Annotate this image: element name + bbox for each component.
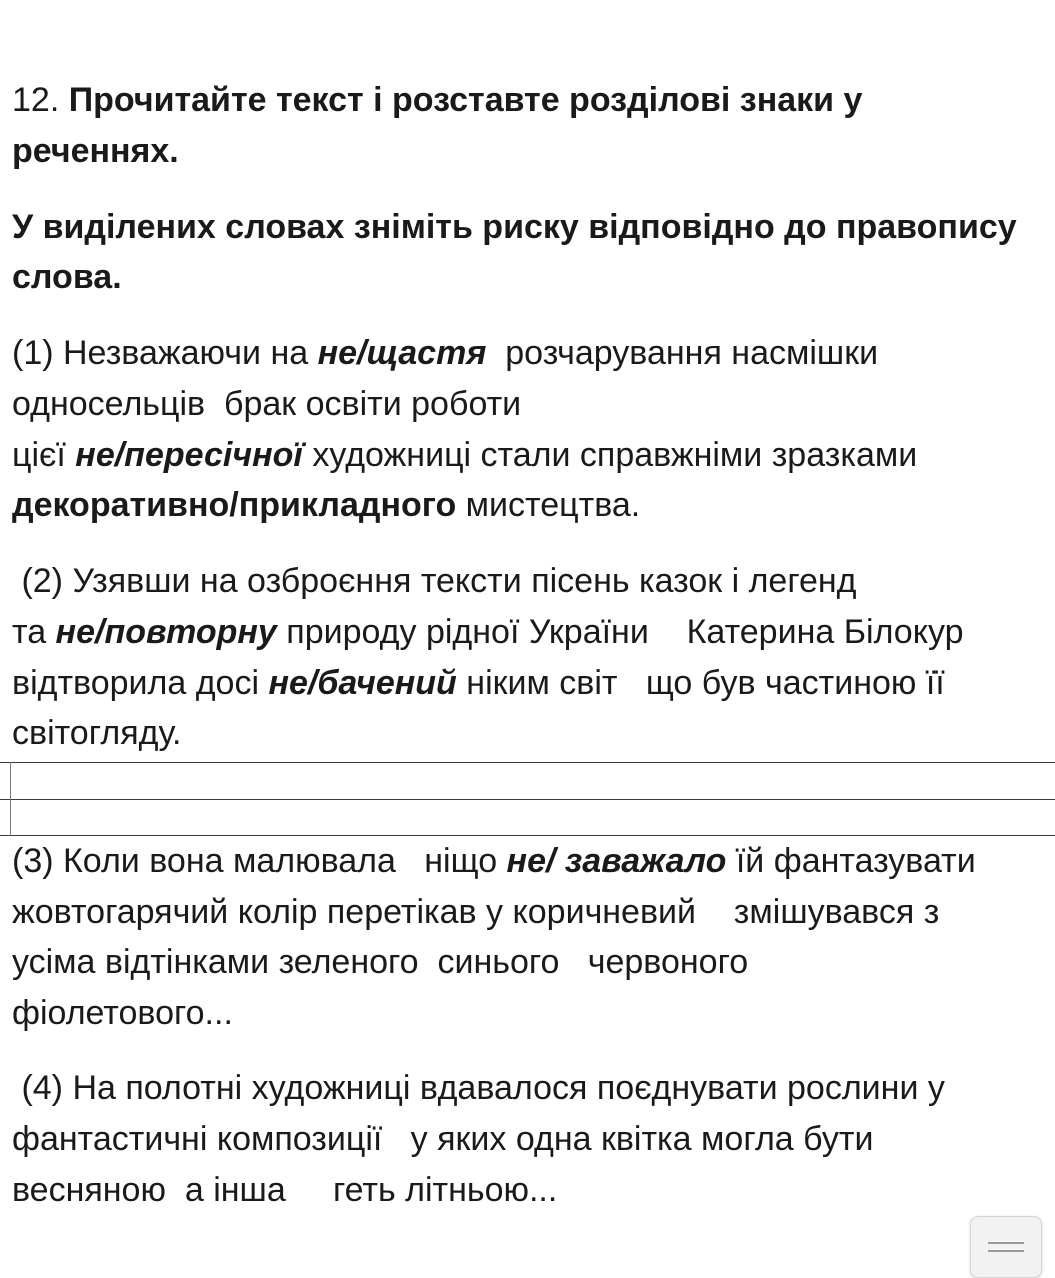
table-rule-bottom [0, 835, 1055, 836]
highlighted-word: не/бачений [268, 664, 457, 702]
highlighted-word: декоративно/прикладного [12, 486, 457, 524]
sentence-4-line-2: фантастичні композиції у яких одна квітка могла бути [12, 1120, 874, 1158]
menu-button[interactable] [970, 1216, 1042, 1278]
sentence-text: мистецтва. [456, 486, 641, 524]
sentence-text: їй фантазувати [726, 842, 976, 880]
sentence-1-line-2: односельців брак освіти роботи [12, 385, 522, 423]
task-instruction-line-2: слова. [12, 258, 122, 296]
sentence-3-line-3: усіма відтінками зеленого синього червоного [12, 943, 749, 981]
sentence-text: природу рідної України Катерина Білокур [276, 613, 964, 651]
table-rule-left [10, 762, 11, 836]
sentence-4-line-1: (4) На полотні художниці вдавалося поєднувати рослини у [12, 1069, 945, 1107]
sentence-1-line-4 [12, 485, 640, 525]
highlighted-word: не/ заважало [506, 842, 727, 880]
sentence-3-line-4: фіолетового... [12, 994, 233, 1032]
task-number: 12. [12, 81, 60, 119]
sentence-1-line-1 [12, 333, 878, 373]
sentence-text: цієї [12, 436, 76, 474]
sentence-2-line-4: світогляду. [12, 714, 182, 752]
table-rule-middle [0, 799, 1055, 800]
task-heading-text: Прочитайте текст і розставте розділові знаки у [68, 81, 863, 119]
sentence-text: (1) Незважаючи на [12, 334, 318, 372]
task-heading-line-2: реченнях. [12, 132, 179, 170]
highlighted-word: не/щастя [317, 334, 487, 372]
highlighted-word: не/пересічної [75, 436, 303, 474]
sentence-text: розчарування насмішки [486, 334, 879, 372]
sentence-text: художниці стали справжніми зразками [302, 436, 918, 474]
sentence-2-line-2 [12, 612, 963, 652]
sentence-text: (3) Коли вона малювала ніщо [12, 842, 507, 880]
sentence-1-line-3 [12, 435, 917, 475]
sentence-text: відтворила досі [12, 664, 269, 702]
sentence-3-line-1 [12, 841, 976, 881]
task-instruction-line-1: У виділених словах зніміть риску відповідно до правопису [12, 208, 1017, 246]
sentence-text: та [12, 613, 56, 651]
highlighted-word: не/повторну [55, 613, 277, 651]
sentence-3-line-2: жовтогарячий колір перетікав у коричневий змішувався з [12, 893, 940, 931]
table-rule-top [0, 762, 1055, 763]
sentence-4-line-3: весняною а інша геть літньою... [12, 1171, 558, 1209]
task-heading-line-1 [12, 80, 862, 120]
sentence-text: ніким світ що був частиною її [456, 664, 945, 702]
sentence-2-line-1: (2) Узявши на озброєння тексти пісень казок і легенд [12, 562, 857, 600]
sentence-2-line-3 [12, 663, 945, 703]
